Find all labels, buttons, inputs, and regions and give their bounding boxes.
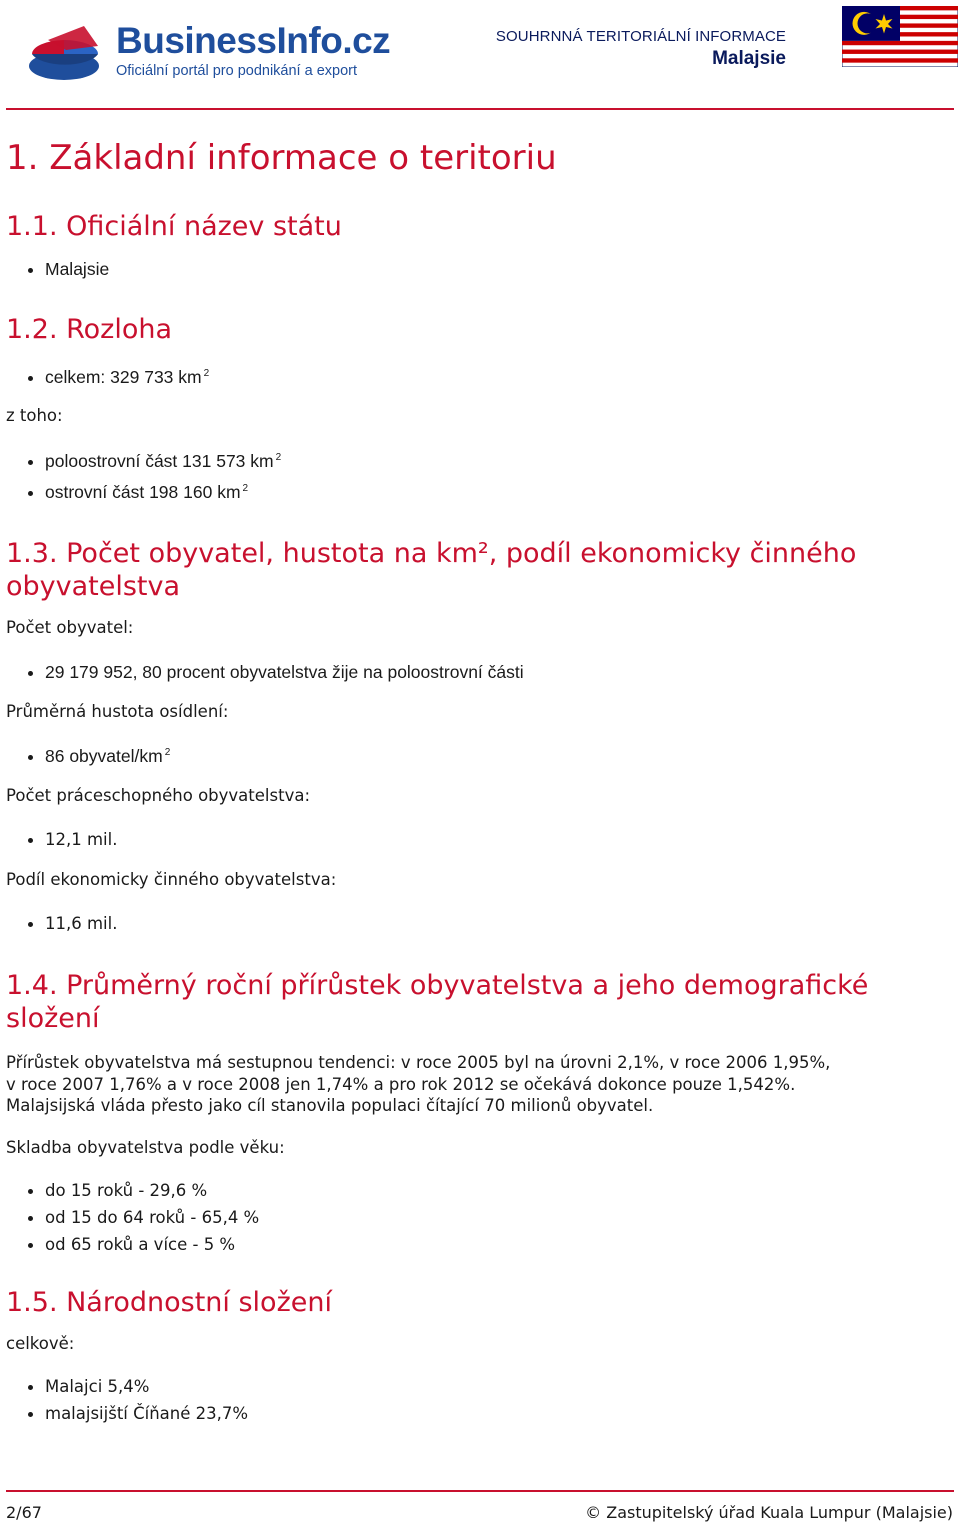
- area-part-text: ostrovní část 198 160 km: [45, 482, 241, 502]
- section-title-1: 1. Základní informace o teritoriu: [6, 138, 557, 178]
- of-which-label: z toho:: [6, 406, 63, 425]
- growth-paragraph: [6, 1052, 946, 1117]
- list-item: 29 179 952, 80 procent obyvatelstva žije na poloostrovní části: [6, 659, 946, 686]
- active-population-label: Podíl ekonomicky činného obyvatelstva:: [6, 870, 337, 889]
- section-title-1-3: 1.3. Počet obyvatel, hustota na km², podíl ekonomicky činného obyvatelstva: [6, 538, 857, 602]
- list-item: [6, 743, 946, 770]
- list-item: [6, 479, 946, 506]
- footer-copyright: © Zastupitelský úřad Kuala Lumpur (Malajsie): [585, 1503, 953, 1522]
- area-part-text: poloostrovní část 131 573 km: [45, 451, 274, 471]
- paragraph-line: v roce 2007 1,76% a v roce 2008 jen 1,74% a pro rok 2012 se očekává dokonce pouze 1,542%.: [6, 1074, 796, 1094]
- malaysia-flag-icon: [842, 6, 958, 67]
- age-structure-label: Skladba obyvatelstva podle věku:: [6, 1137, 285, 1157]
- area-parts-list: [6, 448, 946, 506]
- list-item: Malajsie: [6, 256, 946, 283]
- density-label: Průměrná hustota osídlení:: [6, 702, 229, 721]
- logo-chart-icon: [26, 24, 106, 86]
- workforce-label: Počet práceschopného obyvatelstva:: [6, 786, 311, 805]
- list-item: od 15 do 64 roků - 65,4 %: [6, 1204, 946, 1231]
- list-item: do 15 roků - 29,6 %: [6, 1177, 946, 1204]
- footer-divider: [6, 1490, 954, 1492]
- section-title-1-1: 1.1. Oficiální název státu: [6, 211, 342, 242]
- workforce-list: [6, 826, 946, 853]
- document-body: [6, 110, 946, 1427]
- logo-wordmark: BusinessInfo.cz: [116, 20, 391, 61]
- population-list: [6, 659, 946, 686]
- page-header: [0, 0, 960, 108]
- section-title-1-2: 1.2. Rozloha: [6, 314, 173, 345]
- list-item: [6, 448, 946, 475]
- superscript: 2: [203, 368, 210, 379]
- list-item: 11,6 mil.: [6, 910, 946, 937]
- density-text: 86 obyvatel/km: [45, 746, 163, 766]
- paragraph-line: Přírůstek obyvatelstva má sestupnou tendenci: v roce 2005 byl na úrovni 2,1%, v roce 2006 1,95%,: [6, 1053, 831, 1072]
- header-title-block: [496, 28, 786, 71]
- population-label: Počet obyvatel:: [6, 618, 134, 637]
- ethnic-total-label: celkově:: [6, 1333, 75, 1353]
- superscript: 2: [275, 452, 282, 463]
- superscript: 2: [242, 483, 249, 494]
- paragraph-line: Malajsijská vláda přesto jako cíl stanovila populaci čítající 70 milionů obyvatel.: [6, 1096, 654, 1115]
- list-item: od 65 roků a více - 5 %: [6, 1231, 946, 1258]
- section-title-1-5: 1.5. Národnostní složení: [6, 1286, 332, 1318]
- age-structure-list: [6, 1177, 946, 1258]
- list-item: Malajci 5,4%: [6, 1373, 946, 1400]
- density-list: [6, 743, 946, 770]
- list-item: malajsijští Číňané 23,7%: [6, 1400, 946, 1427]
- ethnic-list: [6, 1373, 946, 1427]
- section-title-1-4: 1.4. Průměrný roční přírůstek obyvatelstva a jeho demografické složení: [6, 970, 869, 1034]
- businessinfo-logo[interactable]: [26, 18, 391, 84]
- official-name-list: [6, 256, 946, 283]
- active-population-list: [6, 910, 946, 937]
- logo-tagline: Oficiální portál pro podnikání a export: [116, 63, 357, 79]
- list-item: 12,1 mil.: [6, 826, 946, 853]
- list-item: [6, 364, 946, 391]
- area-total-text: celkem: 329 733 km: [45, 367, 202, 387]
- header-kicker: SOUHRNNÁ TERITORIÁLNÍ INFORMACE: [495, 28, 786, 45]
- header-country: Malajsie: [712, 48, 786, 69]
- superscript: 2: [164, 747, 171, 758]
- page-number: 2/67: [6, 1503, 42, 1522]
- area-total-list: [6, 364, 946, 391]
